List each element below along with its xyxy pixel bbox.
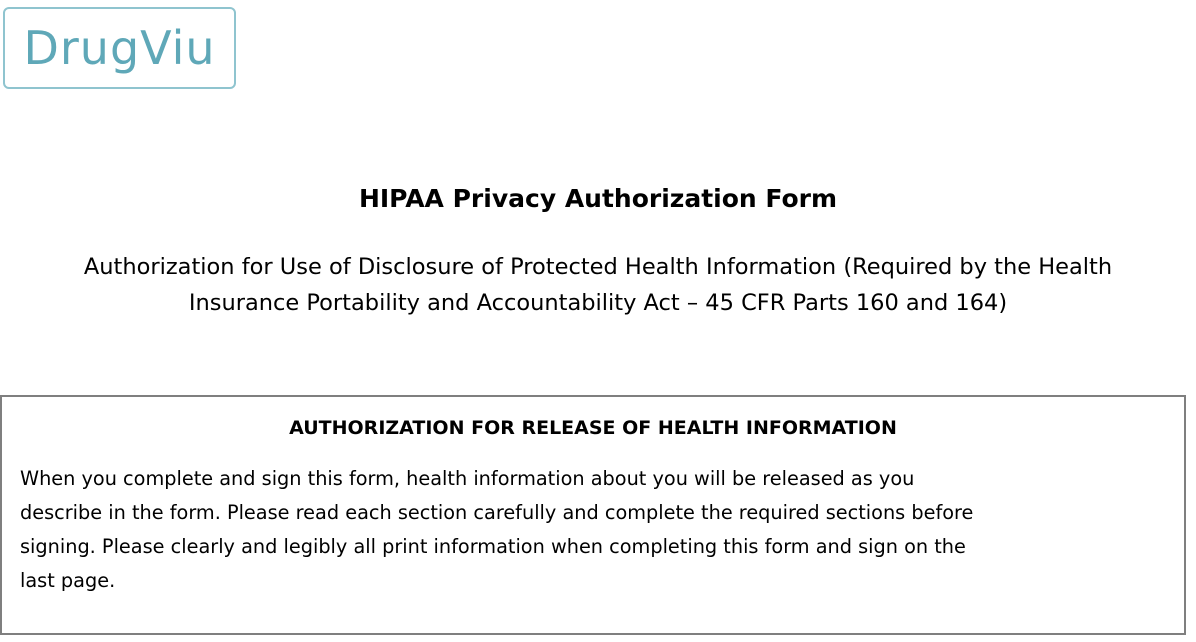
authorization-line-4: last page. bbox=[20, 569, 116, 592]
authorization-heading: AUTHORIZATION FOR RELEASE OF HEALTH INFORMATION bbox=[289, 417, 897, 439]
authorization-body bbox=[20, 462, 1165, 598]
subtitle-line-2: Insurance Portability and Accountability Act – 45 CFR Parts 160 and 164) bbox=[188, 290, 1008, 316]
subtitle-line-1: Authorization for Use of Disclosure of Protected Health Information (Required by the Health bbox=[83, 254, 1113, 280]
page-title: HIPAA Privacy Authorization Form bbox=[358, 184, 838, 213]
page-subtitle bbox=[0, 249, 1196, 321]
logo bbox=[3, 7, 236, 89]
authorization-line-3: signing. Please clearly and legibly all print information when completing this form and sign on the bbox=[20, 535, 966, 558]
logo-text: DrugViu bbox=[23, 21, 216, 75]
authorization-section bbox=[0, 395, 1186, 635]
authorization-line-2: describe in the form. Please read each section carefully and complete the required sections before bbox=[20, 501, 974, 524]
authorization-line-1: When you complete and sign this form, health information about you will be released as you bbox=[20, 467, 915, 490]
